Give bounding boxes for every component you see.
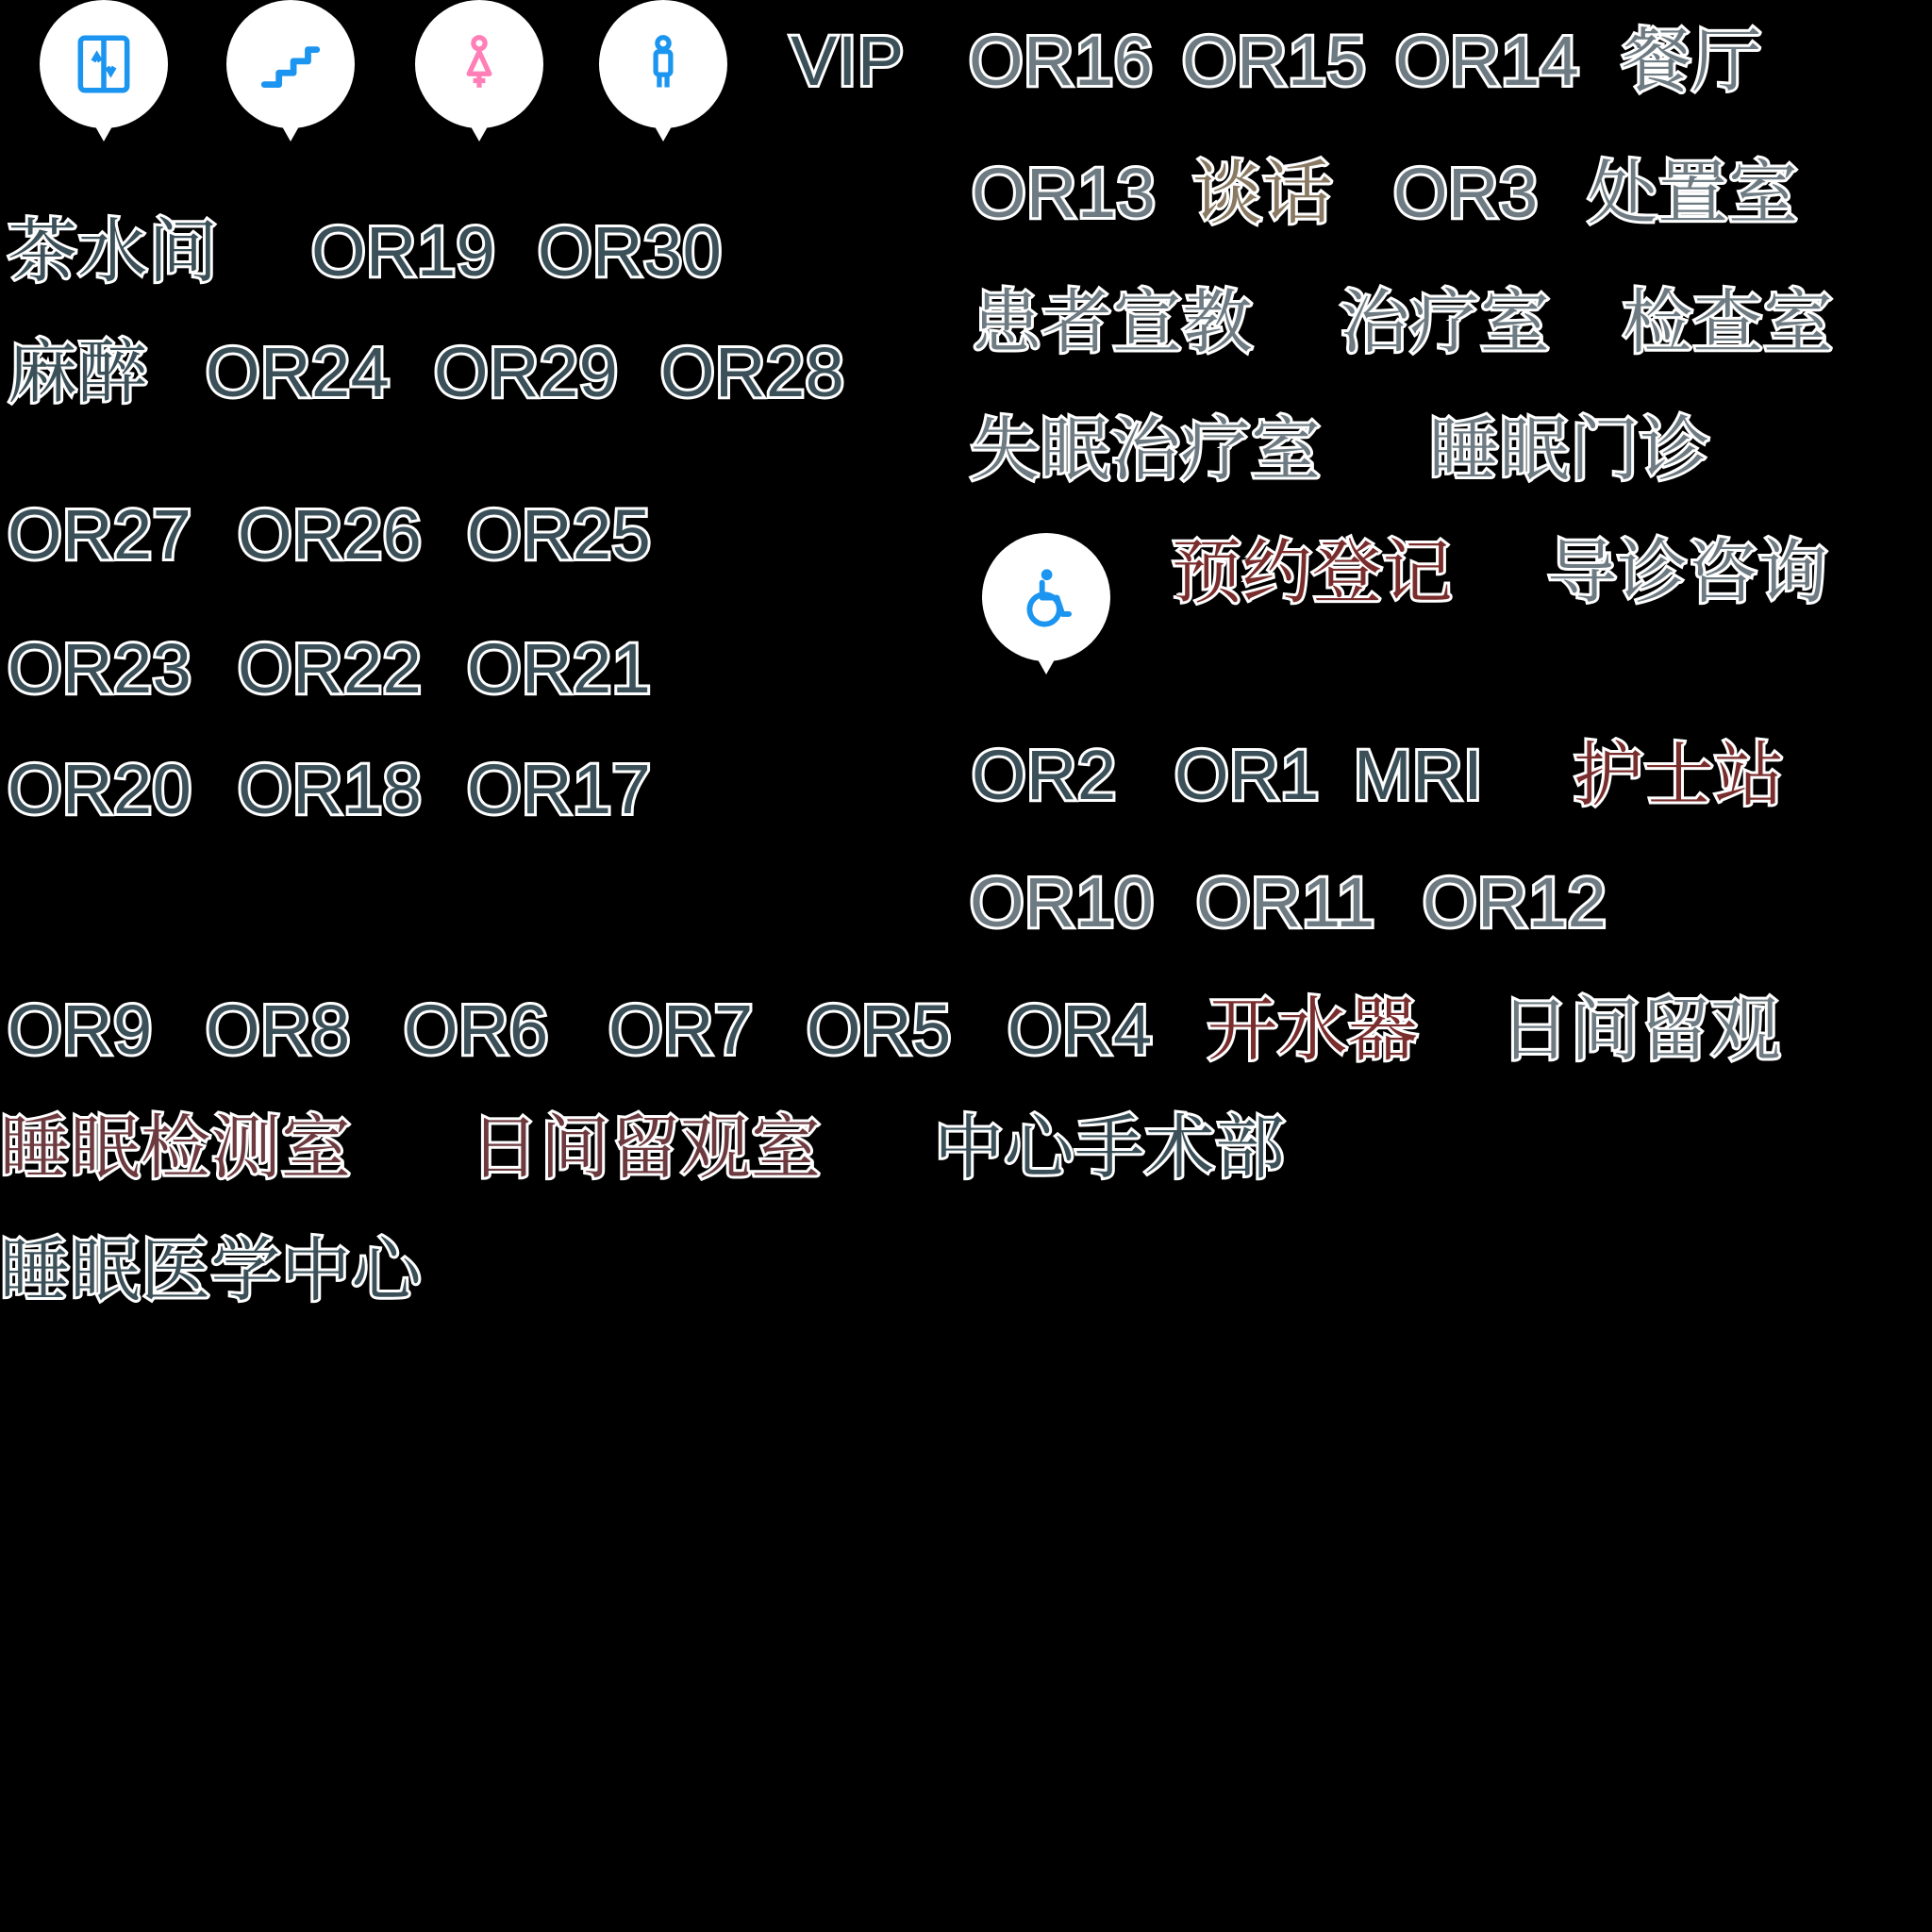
female-restroom-icon: [415, 0, 543, 128]
elevator-pin[interactable]: [40, 0, 168, 142]
map-label[interactable]: OR3: [1393, 154, 1539, 232]
map-label[interactable]: OR9: [8, 991, 153, 1069]
map-label[interactable]: OR22: [238, 629, 423, 708]
wheelchair-icon: [982, 533, 1110, 661]
map-label[interactable]: 谈话: [1192, 154, 1333, 232]
womens-restroom-pin[interactable]: [415, 0, 543, 142]
map-label[interactable]: OR4: [1008, 991, 1153, 1069]
mens-restroom-pin[interactable]: [599, 0, 727, 142]
map-label[interactable]: OR10: [970, 863, 1155, 941]
map-label[interactable]: 麻醉: [8, 333, 148, 411]
map-label[interactable]: OR19: [311, 212, 496, 291]
map-label[interactable]: 茶水间: [8, 212, 219, 291]
map-label[interactable]: OR25: [467, 495, 652, 574]
stairs-pin[interactable]: [226, 0, 355, 142]
map-label[interactable]: OR11: [1196, 863, 1375, 941]
map-label[interactable]: 治疗室: [1340, 283, 1551, 361]
map-label[interactable]: 患者宣教: [972, 283, 1253, 361]
map-label[interactable]: OR2: [972, 736, 1117, 814]
map-label[interactable]: 预约登记: [1172, 533, 1453, 611]
map-label[interactable]: 中心手术部: [934, 1108, 1286, 1187]
map-label[interactable]: OR14: [1395, 22, 1580, 100]
map-label[interactable]: OR6: [404, 991, 549, 1069]
map-label[interactable]: OR23: [8, 629, 192, 708]
map-label[interactable]: OR29: [434, 333, 619, 411]
map-label[interactable]: 餐厅: [1622, 22, 1762, 100]
map-label[interactable]: 睡眠检测室: [0, 1108, 352, 1187]
map-label[interactable]: 护士站: [1574, 736, 1785, 814]
map-label[interactable]: OR12: [1423, 863, 1607, 941]
map-label[interactable]: 检查室: [1623, 283, 1834, 361]
map-label[interactable]: MRI: [1354, 736, 1484, 814]
map-label[interactable]: OR24: [206, 333, 391, 411]
male-restroom-icon: [599, 0, 727, 128]
map-label[interactable]: VIP: [791, 22, 905, 100]
map-label[interactable]: OR5: [807, 991, 952, 1069]
map-label[interactable]: 睡眠门诊: [1429, 410, 1710, 489]
map-label[interactable]: OR7: [608, 991, 754, 1069]
map-label[interactable]: OR8: [206, 991, 351, 1069]
stairs-icon: [226, 0, 355, 128]
map-label[interactable]: OR13: [972, 154, 1157, 232]
map-label[interactable]: OR16: [969, 22, 1154, 100]
map-label[interactable]: 日间留观室: [470, 1108, 822, 1187]
map-label[interactable]: 日间留观: [1500, 991, 1781, 1069]
map-label[interactable]: 开水器: [1208, 991, 1419, 1069]
map-label[interactable]: OR30: [538, 212, 723, 291]
map-label[interactable]: OR18: [238, 750, 423, 828]
map-label[interactable]: 失眠治疗室: [970, 410, 1322, 489]
map-label[interactable]: 处置室: [1588, 154, 1799, 232]
map-label[interactable]: OR20: [8, 750, 192, 828]
map-label[interactable]: 睡眠医学中心: [0, 1231, 422, 1309]
map-label[interactable]: OR28: [660, 333, 845, 411]
map-label[interactable]: OR26: [238, 495, 423, 574]
map-label[interactable]: OR21: [467, 629, 652, 708]
accessible-pin[interactable]: [982, 533, 1110, 675]
map-label[interactable]: OR17: [467, 750, 652, 828]
map-label[interactable]: OR27: [8, 495, 192, 574]
map-label[interactable]: OR15: [1182, 22, 1367, 100]
map-label[interactable]: 导诊咨询: [1547, 533, 1828, 611]
elevator-icon: [40, 0, 168, 128]
map-label[interactable]: OR1: [1174, 736, 1320, 814]
